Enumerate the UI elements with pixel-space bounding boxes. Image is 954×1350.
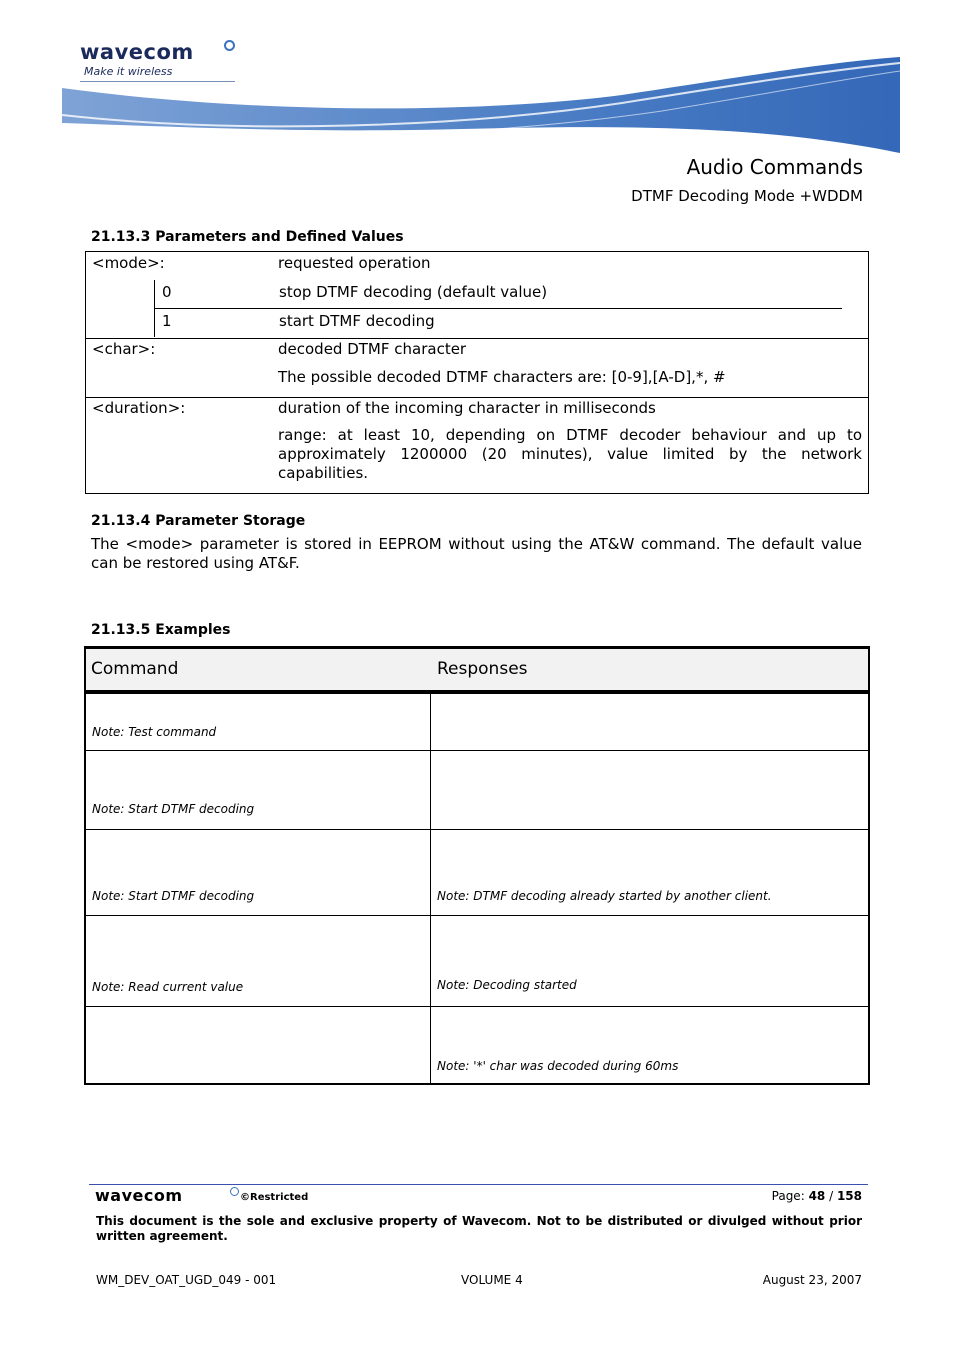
params-heading: 21.13.3 Parameters and Defined Values	[91, 229, 404, 245]
parameters-table	[85, 251, 869, 494]
page-label: Page:	[771, 1189, 809, 1203]
response-note: Note: Decoding started	[437, 978, 577, 992]
param-name: <duration>:	[92, 399, 186, 417]
volume-label: VOLUME 4	[461, 1273, 523, 1287]
header-wave-banner	[62, 55, 900, 155]
chapter-title: Audio Commands	[686, 155, 863, 179]
example-row	[86, 750, 868, 829]
example-row	[86, 915, 868, 1006]
param-row-mode	[86, 252, 868, 338]
mode-value-row	[155, 308, 842, 337]
document-date: August 23, 2007	[762, 1273, 862, 1287]
param-name: <mode>:	[92, 254, 165, 272]
document-id: WM_DEV_OAT_UGD_049 - 001	[96, 1273, 277, 1287]
mode-values	[154, 280, 842, 337]
value: 1	[162, 312, 172, 330]
response-note: Note: DTMF decoding already started by another client.	[437, 889, 772, 903]
property-notice: This document is the sole and exclusive property of Wavecom. Not to be distributed or divulged without prior written agreement.	[96, 1214, 862, 1243]
examples-header-row	[86, 649, 868, 693]
column-header-responses: Responses	[437, 659, 528, 679]
value-desc: start DTMF decoding	[279, 312, 435, 330]
param-desc: duration of the incoming character in milliseconds	[278, 399, 656, 417]
param-desc-detail: The possible decoded DTMF characters are: [0-9],[A-D],*, #	[278, 368, 726, 386]
command-note: Note: Read current value	[92, 980, 244, 994]
storage-heading: 21.13.4 Parameter Storage	[91, 513, 306, 529]
examples-heading: 21.13.5 Examples	[91, 622, 231, 638]
response-note: Note: '*' char was decoded during 60ms	[437, 1059, 679, 1073]
example-row	[86, 1006, 868, 1085]
section-subtitle: DTMF Decoding Mode +WDDM	[631, 187, 863, 205]
param-desc: decoded DTMF character	[278, 340, 467, 358]
example-row	[86, 829, 868, 915]
footer-logo: wavecom	[95, 1186, 183, 1205]
command-note: Note: Start DTMF decoding	[92, 802, 255, 816]
footer-logo-swirl-icon	[230, 1187, 239, 1196]
param-row-duration	[86, 397, 868, 493]
logo-tagline: Make it wireless	[84, 65, 173, 78]
footer-rule	[89, 1184, 868, 1185]
page-total: 158	[836, 1189, 862, 1203]
param-name: <char>:	[92, 340, 156, 358]
param-row-char	[86, 338, 868, 397]
command-note: Note: Start DTMF decoding	[92, 889, 255, 903]
param-desc: requested operation	[278, 254, 431, 272]
example-row	[86, 693, 868, 750]
examples-table	[84, 646, 870, 1085]
wavecom-logo: wavecom	[80, 40, 194, 64]
command-note: Note: Test command	[92, 725, 217, 739]
logo-swirl-icon	[224, 40, 235, 51]
page-number	[772, 1189, 862, 1203]
restricted-label: ©Restricted	[240, 1192, 309, 1203]
storage-text: The <mode> parameter is stored in EEPROM without using the AT&W command. The default value can be restored using AT&F.	[91, 535, 862, 572]
value-desc: stop DTMF decoding (default value)	[279, 283, 548, 301]
value: 0	[162, 283, 172, 301]
column-header-command: Command	[91, 659, 179, 679]
page-current: 48	[808, 1189, 826, 1203]
mode-value-row	[155, 280, 842, 308]
param-desc-detail: range: at least 10, depending on DTMF decoder behaviour and up to approximately 1200000 (20 minutes), value limited by the network capabilities.	[278, 426, 862, 482]
page-separator: /	[825, 1189, 837, 1203]
